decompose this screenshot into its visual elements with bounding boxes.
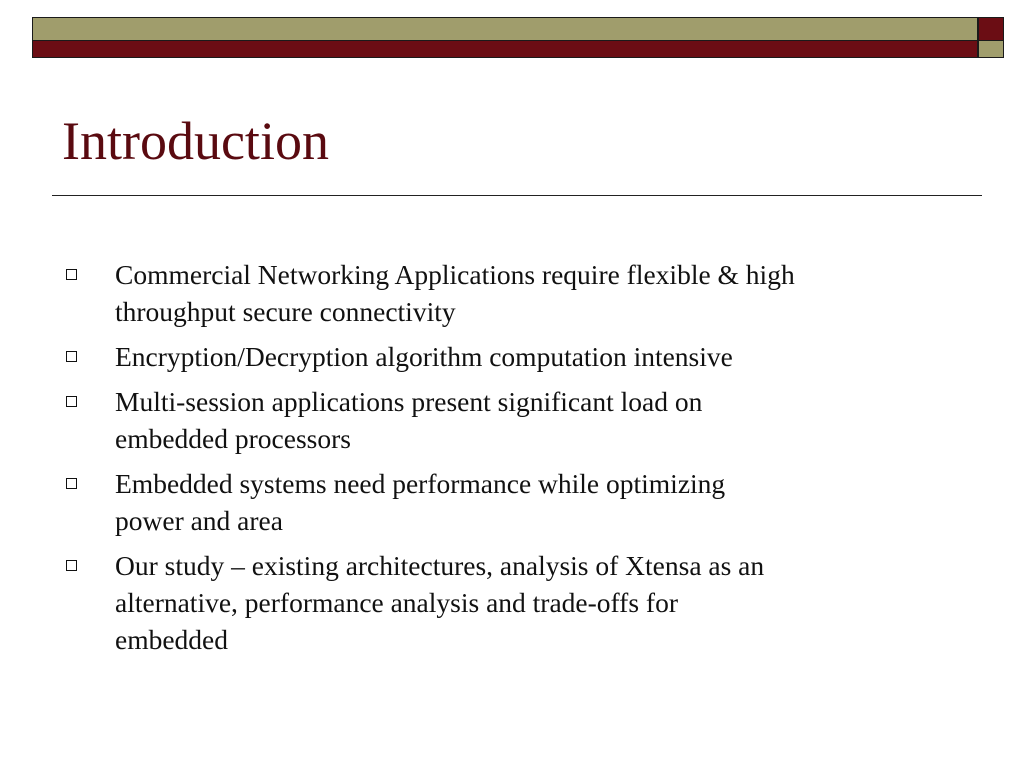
square-bullet-icon (66, 396, 77, 407)
header-olive-square (978, 41, 1004, 58)
square-bullet-icon (66, 269, 77, 280)
bullet-line: throughput secure connectivity (115, 296, 456, 327)
slide-title: Introduction (62, 111, 329, 171)
bullet-line: Encryption/Decryption algorithm computation intensive (115, 341, 733, 372)
bullet-line: embedded (115, 624, 229, 655)
bullet-list (62, 256, 972, 666)
bullet-line: embedded processors (115, 423, 351, 454)
header-olive-bar (32, 17, 978, 41)
bullet-line: power and area (115, 505, 283, 536)
square-bullet-icon (66, 478, 77, 489)
title-divider (52, 195, 982, 196)
bullet-item (62, 383, 972, 457)
bullet-line: Our study – existing architectures, analysis of Xtensa as an (115, 550, 765, 581)
bullet-line: alternative, performance analysis and trade-offs for (115, 587, 678, 618)
bullet-line: Multi-session applications present significant load on (115, 386, 703, 417)
bullet-item (62, 465, 972, 539)
square-bullet-icon (66, 560, 77, 571)
header-maroon-bar (32, 41, 978, 58)
square-bullet-icon (66, 351, 77, 362)
bullet-line: Commercial Networking Applications require flexible & high (115, 259, 795, 290)
bullet-line: Embedded systems need performance while optimizing (115, 468, 726, 499)
bullet-item (62, 256, 972, 330)
bullet-item (62, 547, 972, 658)
header-maroon-square (978, 17, 1004, 41)
bullet-item (62, 338, 972, 375)
